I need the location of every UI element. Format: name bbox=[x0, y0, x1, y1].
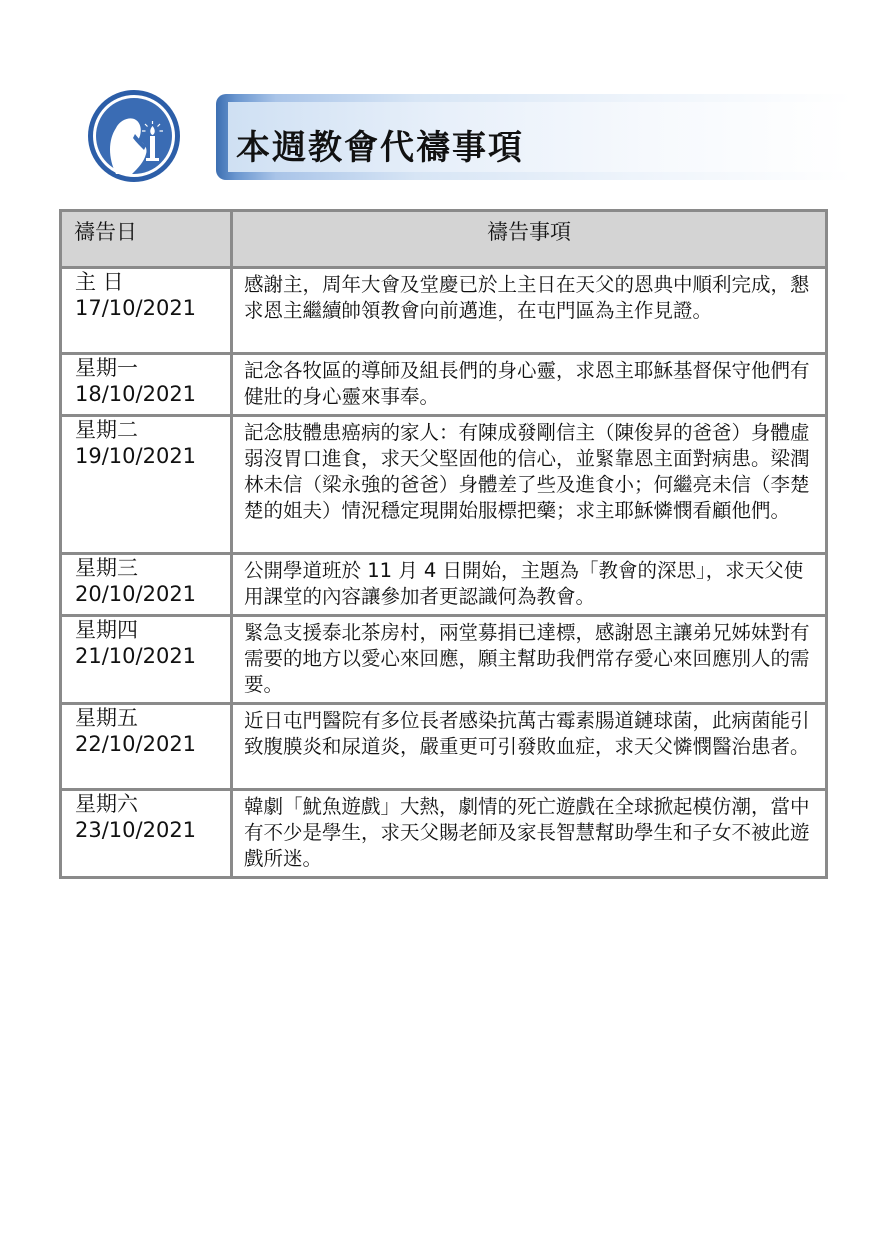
day-name: 星期三 bbox=[75, 556, 138, 580]
day-cell bbox=[61, 268, 232, 354]
prayer-item: 記念肢體患癌病的家人：有陳成發剛信主（陳俊昇的爸爸）身體虛弱沒胃口進食，求天父堅固他的信心，並緊靠恩主面對病患。梁潤林未信（梁永強的爸爸）身體差了些及進食小；何繼亮未信（李楚楚的姐夫）情況穩定現開始服標把藥；求主耶穌憐憫看顧他們。 bbox=[232, 416, 827, 554]
header-prayer-items: 禱告事項 bbox=[232, 211, 827, 268]
day-cell bbox=[61, 790, 232, 878]
day-name: 星期五 bbox=[75, 706, 138, 730]
day-date: 17/10/2021 bbox=[75, 296, 197, 320]
table-row bbox=[61, 268, 827, 354]
day-name: 星期二 bbox=[75, 418, 138, 442]
prayer-item: 記念各牧區的導師及組長們的身心靈，求恩主耶穌基督保守他們有健壯的身心靈來事奉。 bbox=[232, 354, 827, 416]
day-cell bbox=[61, 354, 232, 416]
day-name: 星期一 bbox=[75, 356, 138, 380]
prayer-item: 緊急支援泰北茶房村，兩堂募捐已達標，感謝恩主讓弟兄姊妹對有需要的地方以愛心來回應，願主幫助我們常存愛心來回應別人的需要。 bbox=[232, 616, 827, 704]
day-date: 19/10/2021 bbox=[75, 444, 197, 468]
table-row bbox=[61, 354, 827, 416]
prayer-table bbox=[59, 209, 828, 879]
day-cell bbox=[61, 616, 232, 704]
table-header-row bbox=[61, 211, 827, 268]
prayer-item: 近日屯門醫院有多位長者感染抗萬古霉素腸道鏈球菌，此病菌能引致腹膜炎和尿道炎，嚴重更可引發敗血症，求天父憐憫醫治患者。 bbox=[232, 704, 827, 790]
table-row bbox=[61, 790, 827, 878]
day-cell bbox=[61, 554, 232, 616]
day-cell bbox=[61, 704, 232, 790]
day-name: 主 日 bbox=[75, 270, 124, 294]
day-date: 21/10/2021 bbox=[75, 644, 197, 668]
prayer-item: 公開學道班於 11 月 4 日開始，主題為「教會的深思」，求天父使用課堂的內容讓參加者更認識何為教會。 bbox=[232, 554, 827, 616]
day-date: 22/10/2021 bbox=[75, 732, 197, 756]
day-date: 20/10/2021 bbox=[75, 582, 197, 606]
table-row bbox=[61, 554, 827, 616]
prayer-item: 感謝主，周年大會及堂慶已於上主日在天父的恩典中順利完成，懇求恩主繼續帥領教會向前邁進，在屯門區為主作見證。 bbox=[232, 268, 827, 354]
table-row bbox=[61, 704, 827, 790]
day-name: 星期四 bbox=[75, 618, 138, 642]
day-cell bbox=[61, 416, 232, 554]
prayer-item: 韓劇「魷魚遊戲」大熱，劇情的死亡遊戲在全球掀起模仿潮，當中有不少是學生，求天父賜老師及家長智慧幫助學生和子女不被此遊戲所迷。 bbox=[232, 790, 827, 878]
day-date: 18/10/2021 bbox=[75, 382, 197, 406]
page-title: 本週教會代禱事項 bbox=[236, 128, 524, 168]
church-logo bbox=[86, 88, 182, 184]
day-name: 星期六 bbox=[75, 792, 138, 816]
day-date: 23/10/2021 bbox=[75, 818, 197, 842]
table-row bbox=[61, 616, 827, 704]
table-row bbox=[61, 416, 827, 554]
header-prayer-day: 禱告日 bbox=[61, 211, 232, 268]
